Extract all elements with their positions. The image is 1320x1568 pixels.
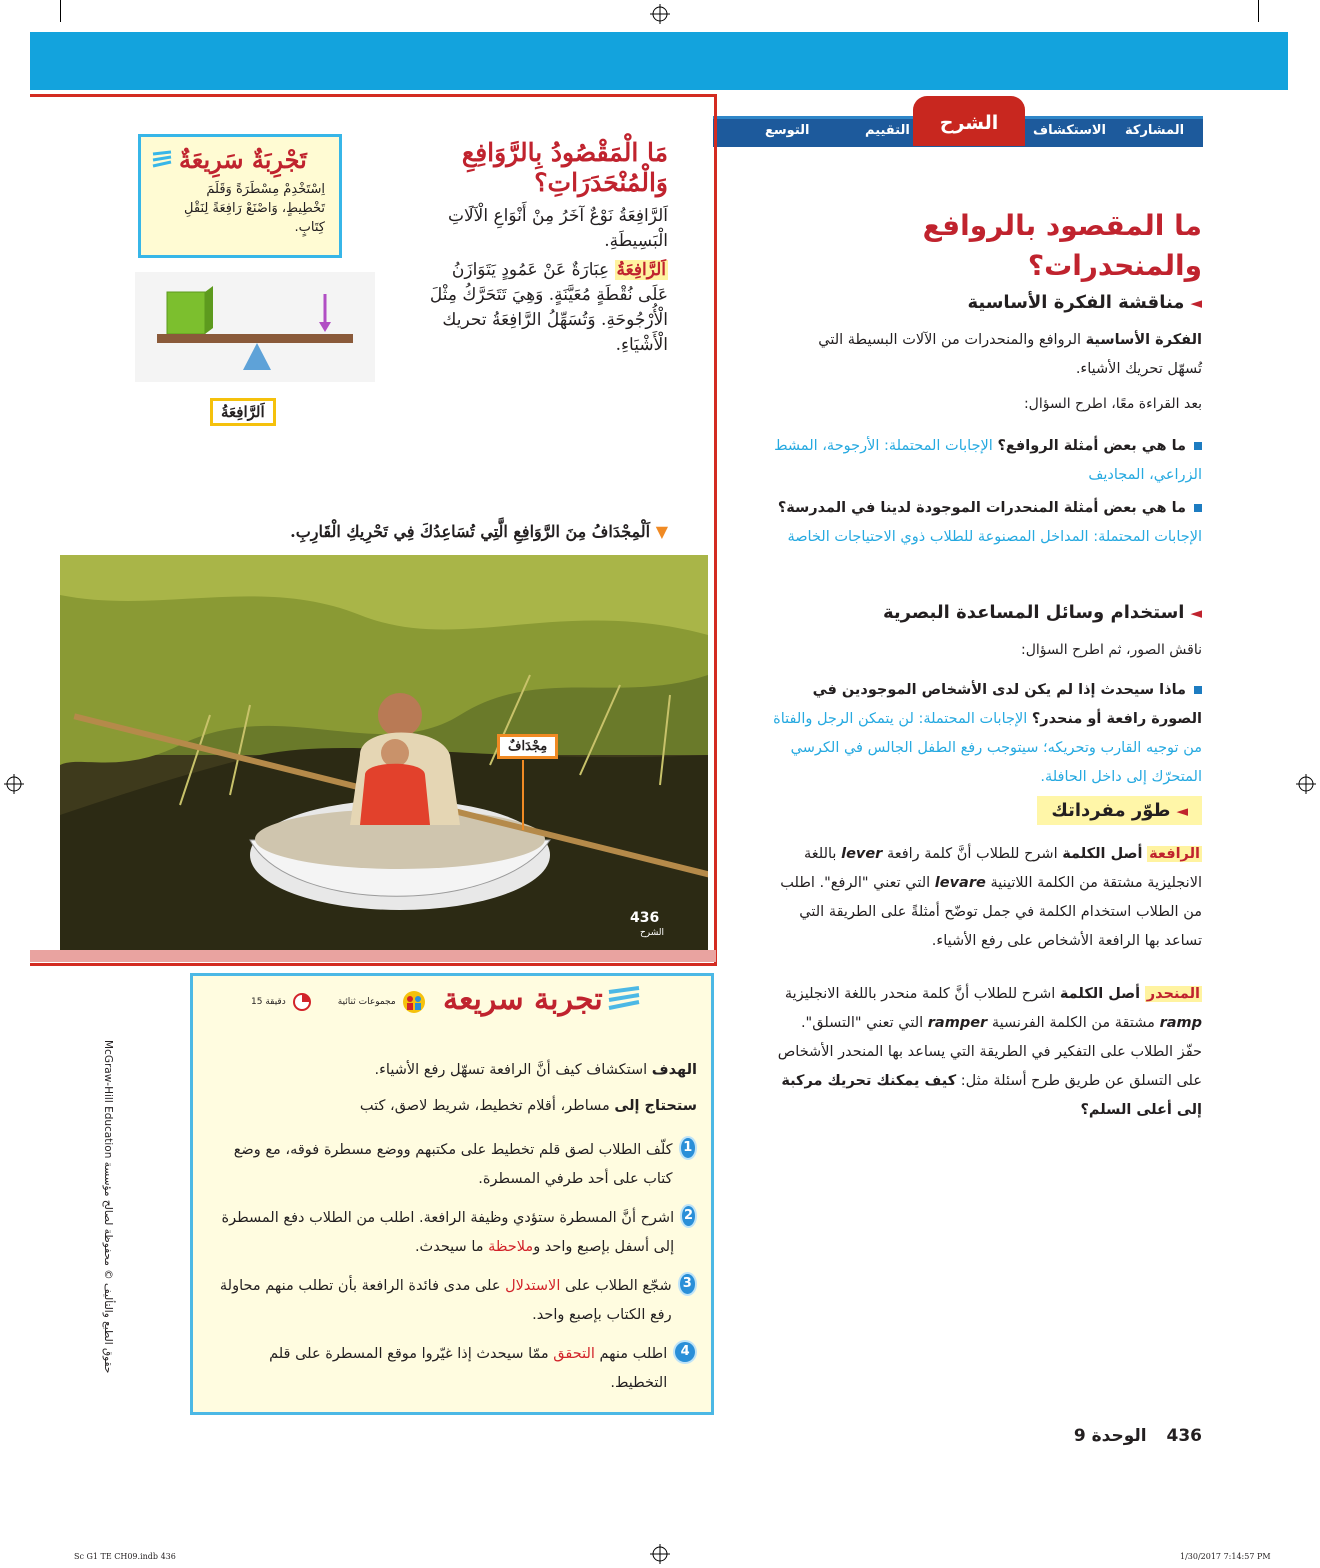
footer-page-number: 436 (1166, 1426, 1202, 1446)
oar-label-leader-line (522, 760, 524, 830)
quick-lab-title: تَجْرِبَةٌ سَرِيعَةٌ (179, 145, 307, 174)
lab-step (213, 1340, 697, 1398)
bullet-icon (1194, 686, 1202, 694)
quick-lab-text: اِسْتَخْدِمْ مِسْطَرَةً وَقَلَمَ تَخْطِيطٍ، وَاصْنَعْ رَافِعَةً لِنَقْلِ كِتَابٍ. (184, 182, 325, 235)
registration-mark-icon (650, 1544, 670, 1564)
heading-text: استخدام وسائل المساعدة البصرية (882, 602, 1185, 623)
vocab-question: كيف يمكنك تحريك مركبة إلى أعلى السلم؟ (781, 1073, 1202, 1118)
student-page-bottom-border (30, 950, 716, 962)
french-word: ramper (927, 1015, 988, 1031)
lab-title: تجربة سريعة (443, 982, 603, 1017)
science-skill-term: ملاحظة (488, 1239, 534, 1255)
footer-unit: الوحدة 9 (1073, 1426, 1147, 1446)
student-page-number: 436 (630, 910, 660, 926)
tab-extend[interactable]: التوسع (765, 123, 810, 138)
teacher-quick-lab-box (190, 973, 714, 1415)
discuss-instruction: ناقش الصور، ثم اطرح السؤال: (1021, 642, 1202, 658)
science-skill-term: الاستدلال (505, 1278, 561, 1294)
bullet-icon (1194, 504, 1202, 512)
top-color-band (30, 32, 1288, 90)
title-line: مَا الْمَقْصُودُ بِالرَّوَافِعِ (461, 138, 668, 167)
question-text: ما هي بعض أمثلة المنحدرات الموجودة لدينا في المدرسة؟ (777, 500, 1186, 516)
heading-text: طوّر مفرداتك (1051, 800, 1171, 821)
answer-text: الإجابات المحتملة: لن يتمكن الرجل والفتاة من توجيه القارب وتحريكه؛ سيتوجب رفع الطفل الجالس في الكرسي المتحرّك إلى داخل الحافلة. (773, 711, 1202, 785)
title-line: والمنحدرات؟ (1027, 249, 1202, 282)
triangle-marker-icon: ◄ (1190, 604, 1202, 622)
vocab-text: باللغة الانجليزية مشتقة من الكلمة اللاتينية (804, 846, 1202, 891)
step-text: اشرح أنَّ المسطرة ستؤدي وظيفة الرافعة. اطلب من الطلاب دفع المسطرة إلى أسفل بإصبع واحد و (221, 1210, 675, 1255)
triangle-marker-icon: ◄ (1176, 802, 1188, 820)
question-item (770, 432, 1202, 490)
photo-caption (120, 522, 668, 541)
title-line: ما المقصود بالروافع (922, 209, 1202, 242)
answer-text: الإجابات المحتملة: المداخل المصنوعة للطلاب ذوي الاحتياجات الخاصة (787, 529, 1202, 545)
latin-word: levare (934, 875, 986, 891)
student-quick-lab-box (138, 134, 342, 258)
science-skill-term: التحقق (553, 1346, 595, 1362)
main-idea-text: الروافع والمنحدرات من الآلات البسيطة التي تُسهّل تحريك الأشياء. (818, 332, 1202, 377)
te-lesson-title (780, 206, 1202, 286)
caption-triangle-icon: ▼ (655, 522, 668, 541)
main-idea-paragraph (780, 326, 1202, 384)
lab-groups: مجموعات ثنائية (337, 997, 396, 1007)
tab-explain[interactable]: الشرح (913, 96, 1025, 146)
bullet-icon (1194, 442, 1202, 450)
lab-meta (251, 990, 426, 1014)
copyright-sidebar (96, 1040, 118, 1380)
goal-label: الهدف (651, 1062, 697, 1078)
rowboat-photo (60, 555, 708, 950)
vocab-text: التي تعني "الرفع". اطلب من الطلاب استخدام الكلمة في جمل توضّح أمثلةً على الطريقة التي تساعد بها الرافعة الأشخاص على رفع الأشياء. (780, 875, 1202, 949)
step-text: اطلب منهم (599, 1346, 668, 1362)
definition-text: عِبَارَةٌ عَنْ عَمُودٍ يَتَوَازَنُ عَلَى نُقْطَةٍ مُعَيَّنَةٍ. وَهِيَ تَتَحَرَّكُ مِثْلَ الْأُرْجُوحَةِ. وَتُسَهِّلُ الرَّافِعَةُ تحريك الْأَشْيَاءِ. (429, 260, 668, 355)
step-text: كلّف الطلاب لصق قلم تخطيط على مكتبهم ووضع مسطرة فوقه، مع وضع كتاب على أحد طرفي المسطرة. (233, 1142, 673, 1187)
vocab-ramp-paragraph (776, 980, 1202, 1125)
word-origin-label: أصل الكلمة (1059, 986, 1141, 1002)
goal-text: استكشاف كيف أنَّ الرافعة تسهّل رفع الأشياء. (374, 1062, 648, 1078)
lab-step (213, 1272, 697, 1330)
print-timestamp: 1/30/2017 7:14:57 PM (1180, 1552, 1271, 1561)
step-number-badge: 2 (680, 1204, 697, 1228)
crop-mark (60, 0, 61, 22)
lever-illustration (135, 272, 375, 382)
caption-text: اَلْمِجْدَافُ مِنَ الرَّوَافِعِ الَّتِي تُسَاعِدُكَ فِي تَحْرِيكِ الْقَارِبِ. (290, 522, 651, 541)
registration-mark-icon (4, 774, 24, 794)
student-page-section: الشرح (640, 928, 665, 938)
main-idea-label: الفكرة الأساسية (1085, 332, 1202, 348)
lab-time: 15 دقيقة (251, 997, 286, 1007)
question-text: ماذا سيحدث إذا لم يكن لدى الأشخاص الموجودين في الصورة رافعة أو منحدر؟ (812, 682, 1202, 727)
lab-step (213, 1136, 697, 1194)
student-paragraph-2 (420, 258, 668, 358)
lab-materials (213, 1092, 697, 1121)
page-footer (1000, 1426, 1202, 1446)
step-text: ما سيحدث. (414, 1239, 484, 1255)
section-heading-vocab (1020, 800, 1202, 821)
triangle-marker-icon: ◄ (1190, 294, 1202, 312)
step-number-badge: 3 (678, 1272, 697, 1296)
lab-title-row (443, 982, 641, 1017)
step-text: على مدى فائدة الرافعة بأن تطلب منهم محاولة رفع الكتاب بإصبع واحد. (219, 1278, 672, 1323)
step-text: شجّع الطلاب على (564, 1278, 672, 1294)
english-word: ramp (1159, 1015, 1202, 1031)
registration-mark-icon (1296, 774, 1316, 794)
vocab-term: المنحدر (1146, 986, 1200, 1002)
vocab-text: التي تعني "التسلق". حفّز الطلاب على التفكير في الطريقة التي يساعد بها المنحدر الأشخاص على التسلق عن طريق طرح أسئلة مثل: (777, 1015, 1202, 1089)
student-paragraph-1: اَلرَّافِعَةُ نَوْعٌ آخَرُ مِنْ أَنْوَاعِ الْآلَاتِ الْبَسِيطَةِ. (447, 206, 668, 251)
registration-mark-icon (650, 4, 670, 24)
lab-step (213, 1204, 697, 1262)
answer-text: الإجابات المحتملة: الأرجوحة، المشط الزراعي، المجاديف (774, 438, 1202, 483)
vocab-text: مشتقة من الكلمة الفرنسية (991, 1015, 1155, 1031)
tab-engage[interactable]: المشاركة (1125, 123, 1185, 138)
vocab-text: اشرح للطلاب أنَّ كلمة رافعة (886, 846, 1058, 862)
copyright-text: McGraw-Hill Education حقوق الطبع والتأليف © محفوظة لصالح مؤسسة (102, 1040, 114, 1374)
section-heading-main-idea (780, 292, 1202, 313)
term-lever: اَلرَّافِعَةُ (616, 260, 666, 280)
clock-icon (292, 992, 312, 1012)
materials-text: مساطر، أقلام تخطيط، شريط لاصق، كتب (359, 1098, 610, 1114)
tab-evaluate[interactable]: التقييم (865, 123, 910, 138)
after-read-instruction: بعد القراءة معًا، اطرح السؤال: (1023, 396, 1202, 412)
heading-text: مناقشة الفكرة الأساسية (967, 292, 1185, 313)
step-text: ممّا سيحدث إذا غيّروا موقع المسطرة على قلم التخطيط. (269, 1346, 668, 1391)
vocab-text: اشرح للطلاب أنَّ كلمة منحدر باللغة الانجليزية (784, 986, 1056, 1002)
word-origin-label: أصل الكلمة (1062, 846, 1143, 862)
english-word: lever (841, 846, 883, 862)
lever-label: اَلرَّافِعَةُ (210, 398, 276, 426)
step-number-badge: 4 (673, 1340, 697, 1364)
crop-mark (1258, 0, 1259, 22)
question-item (770, 494, 1202, 552)
lab-goal (213, 1056, 697, 1085)
swoosh-icon (151, 150, 173, 170)
question-item (770, 676, 1202, 792)
step-number-badge: 1 (679, 1136, 697, 1160)
print-file-name: Sc G1 TE CH09.indb 436 (74, 1552, 176, 1561)
materials-label: ستحتاج إلى (614, 1098, 697, 1114)
title-line: وَالْمُنْحَدَرَاتِ؟ (534, 168, 668, 197)
tab-explore[interactable]: الاستكشاف (1033, 123, 1106, 138)
oar-label: مِجْدَافٌ (497, 734, 558, 759)
pair-group-icon (402, 990, 426, 1014)
student-question-title (380, 138, 668, 198)
section-heading-visuals (780, 602, 1202, 623)
swoosh-icon (607, 986, 641, 1014)
vocab-lever-paragraph (776, 840, 1202, 956)
vocab-term: الرافعة (1149, 846, 1200, 862)
question-text: ما هي بعض أمثلة الروافع؟ (997, 438, 1186, 454)
